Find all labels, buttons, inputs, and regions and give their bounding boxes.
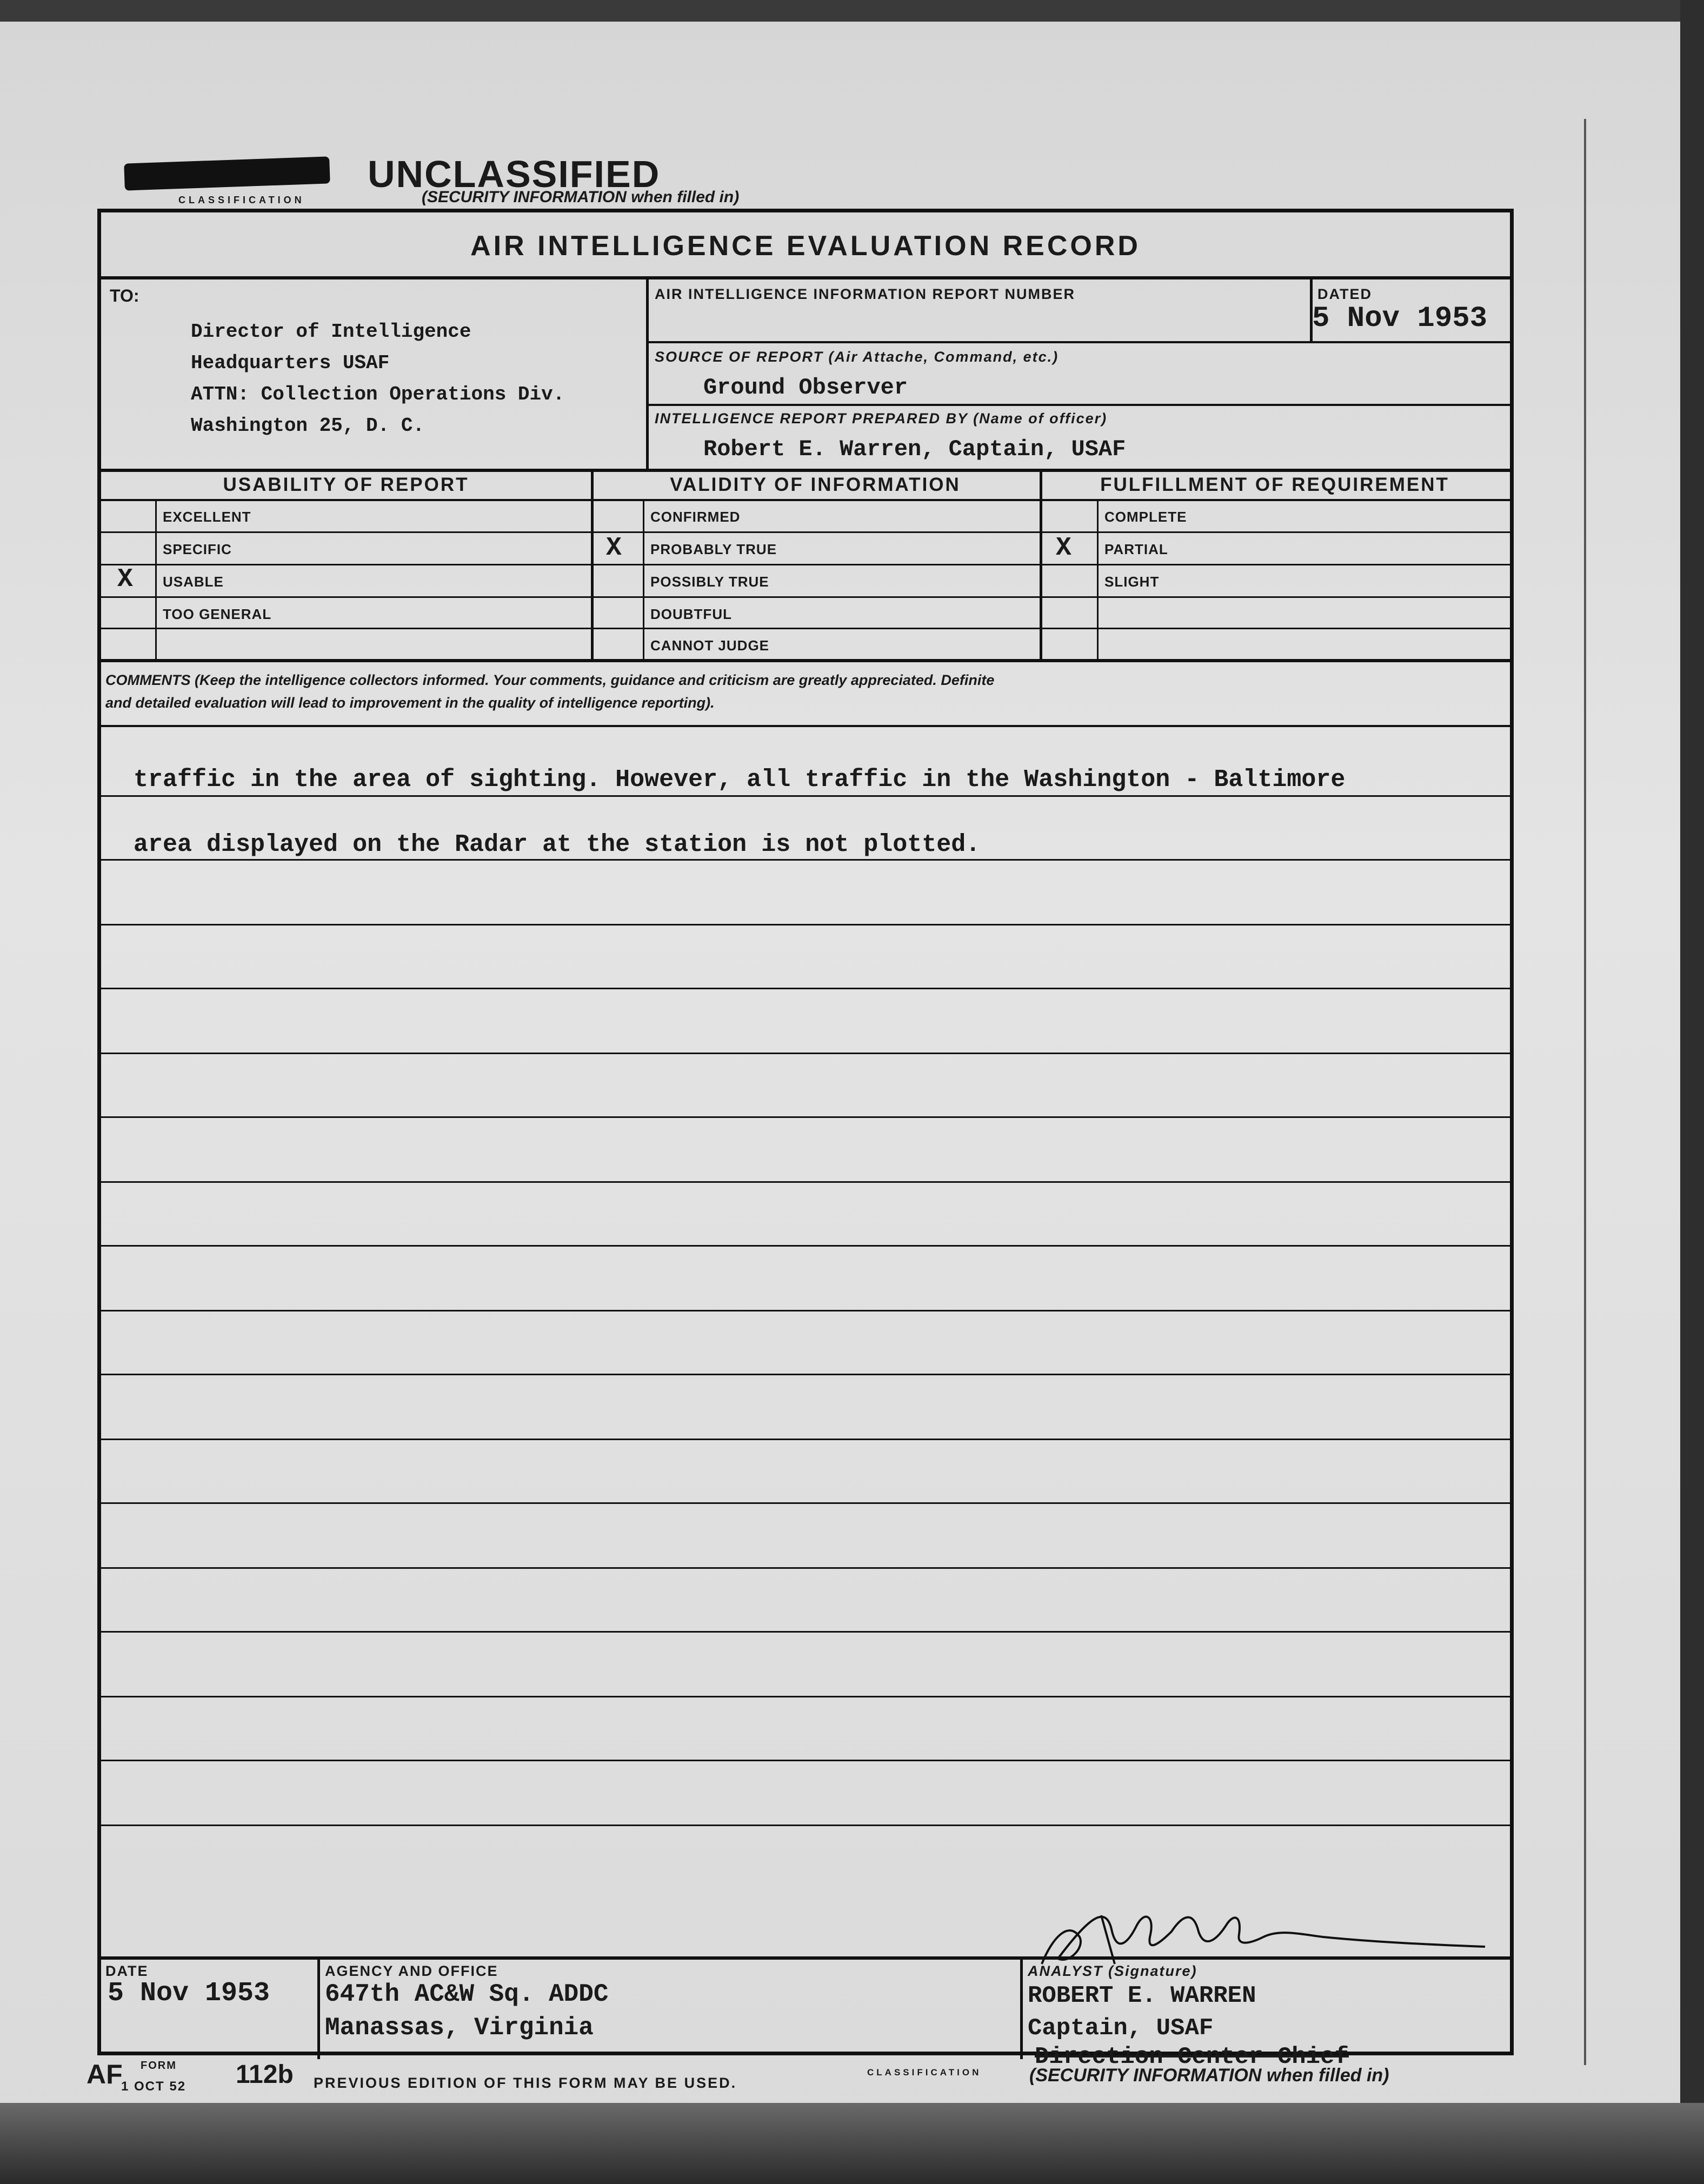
bottom-classification-label: CLASSIFICATION: [867, 2067, 982, 2078]
fulfillment-option: SLIGHT: [1104, 574, 1160, 590]
comment-line: area displayed on the Radar at the station is not plotted.: [134, 831, 981, 858]
usability-option: EXCELLENT: [163, 509, 251, 525]
validity-option: PROBABLY TRUE: [650, 541, 777, 557]
usability-header: USABILITY OF REPORT: [223, 474, 469, 495]
comment-line: traffic in the area of sighting. However, all traffic in the Washington - Baltimore: [134, 766, 1346, 794]
to-label: TO:: [110, 286, 139, 305]
form-title: AIR INTELLIGENCE EVALUATION RECORD: [470, 230, 1141, 262]
fulfillment-option: PARTIAL: [1104, 541, 1168, 557]
source-label: SOURCE OF REPORT (Air Attache, Command, etc.): [655, 349, 1059, 365]
to-line: Washington 25, D. C.: [191, 415, 425, 437]
scan-edge-bottom: [0, 2103, 1704, 2184]
security-note: (SECURITY INFORMATION when filled in): [422, 188, 740, 206]
usability-checkmark: X: [117, 565, 133, 594]
form-number: 112b: [236, 2060, 294, 2089]
validity-option: CANNOT JUDGE: [650, 637, 770, 654]
agency-label: AGENCY AND OFFICE: [325, 1963, 498, 1979]
fulfillment-header: FULFILLMENT OF REQUIREMENT: [1100, 474, 1449, 495]
analyst-line: ROBERT E. WARREN: [1028, 1982, 1256, 2009]
validity-option: DOUBTFUL: [650, 606, 732, 622]
form-date: 1 OCT 52: [121, 2079, 187, 2094]
dated-value: 5 Nov 1953: [1312, 302, 1488, 335]
agency-line: Manassas, Virginia: [325, 2014, 594, 2042]
classification-label: CLASSIFICATION: [178, 195, 305, 205]
source-value: Ground Observer: [703, 375, 908, 401]
to-line: Headquarters USAF: [191, 352, 390, 374]
to-line: ATTN: Collection Operations Div.: [191, 383, 565, 405]
dated-label: DATED: [1317, 286, 1372, 302]
prepared-by-value: Robert E. Warren, Captain, USAF: [703, 436, 1126, 462]
fulfillment-option: COMPLETE: [1104, 509, 1187, 525]
usability-option: TOO GENERAL: [163, 606, 272, 622]
analyst-line: Direction Center Chief: [1035, 2043, 1349, 2070]
comments-label: COMMENTS (Keep the intelligence collectors informed. Your comments, guidance and criticism are greatly appreciated. Definite: [105, 672, 995, 688]
evaluation-form: [97, 209, 1514, 2055]
validity-option: CONFIRMED: [650, 509, 741, 525]
scan-edge-right: [1680, 0, 1704, 2184]
comments-label-continued: and detailed evaluation will lead to improvement in the quality of intelligence reporting).: [105, 695, 715, 711]
to-line: Director of Intelligence: [191, 321, 471, 343]
prepared-by-label: INTELLIGENCE REPORT PREPARED BY (Name of officer): [655, 410, 1108, 427]
validity-option: POSSIBLY TRUE: [650, 574, 769, 590]
report-number-label: AIR INTELLIGENCE INFORMATION REPORT NUMBER: [655, 286, 1075, 302]
page-edge-line: [1584, 119, 1586, 2065]
bottom-security-note: (SECURITY INFORMATION when filled in): [1029, 2065, 1389, 2086]
form-word: FORM: [141, 2060, 177, 2072]
analyst-signature: [1020, 1883, 1507, 1980]
analyst-label: ANALYST (Signature): [1028, 1963, 1197, 1979]
validity-header: VALIDITY OF INFORMATION: [670, 474, 961, 495]
scan-edge-top: [0, 0, 1704, 22]
form-id: AF: [86, 2059, 123, 2089]
validity-checkmark: X: [606, 534, 622, 563]
footer-date-value: 5 Nov 1953: [108, 1978, 270, 2009]
fulfillment-checkmark: X: [1056, 534, 1071, 563]
classification-stamp: UNCLASSIFIED: [368, 153, 661, 195]
usability-option: SPECIFIC: [163, 541, 232, 557]
edition-note: PREVIOUS EDITION OF THIS FORM MAY BE USED.: [314, 2075, 737, 2091]
usability-option: USABLE: [163, 574, 224, 590]
analyst-line: Captain, USAF: [1028, 2015, 1214, 2042]
footer-date-label: DATE: [105, 1963, 149, 1979]
agency-line: 647th AC&W Sq. ADDC: [325, 1980, 609, 2008]
